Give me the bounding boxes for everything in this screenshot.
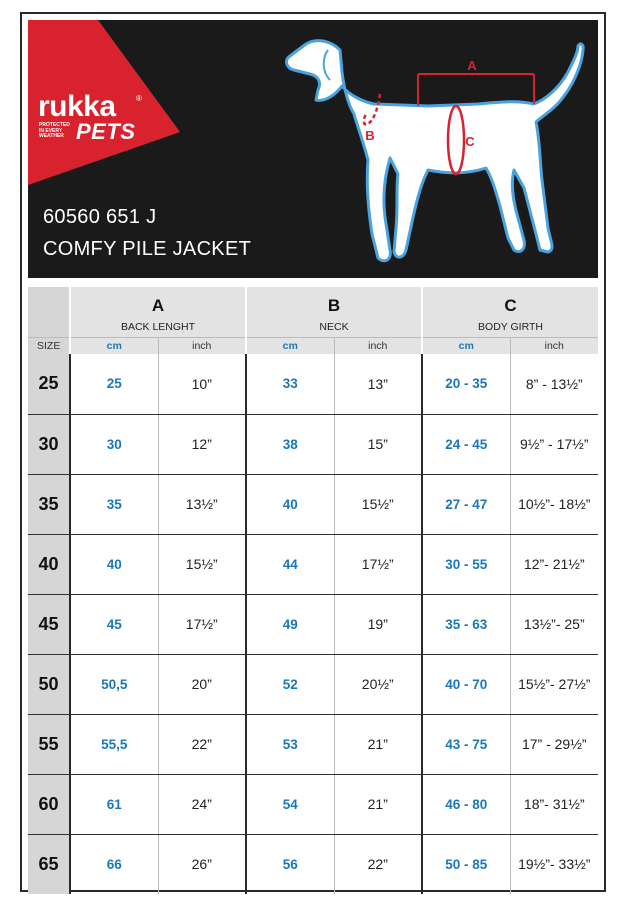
- neck-cm: 53: [246, 714, 334, 774]
- table-row: [28, 534, 598, 594]
- size-cell: 40: [28, 534, 70, 594]
- column-a-header: [70, 287, 246, 337]
- back-length-inch: 22”: [158, 714, 246, 774]
- size-cell: 25: [28, 354, 70, 414]
- back-length-cm: 30: [70, 414, 158, 474]
- body-girth-inch: 9½” - 17½”: [510, 414, 598, 474]
- body-girth-inch: 12”- 21½”: [510, 534, 598, 594]
- measure-b-label: B: [365, 128, 375, 143]
- body-girth-inch: 10½”- 18½”: [510, 474, 598, 534]
- table-row: [28, 354, 598, 414]
- neck-cm: 40: [246, 474, 334, 534]
- size-cell: 45: [28, 594, 70, 654]
- neck-inch: 22”: [334, 834, 422, 894]
- neck-inch: 19”: [334, 594, 422, 654]
- neck-inch: 17½”: [334, 534, 422, 594]
- back-length-inch: 12”: [158, 414, 246, 474]
- body-girth-inch: 15½”- 27½”: [510, 654, 598, 714]
- table-row: [28, 594, 598, 654]
- column-c-cm-unit: cm: [422, 337, 510, 354]
- neck-inch: 21”: [334, 774, 422, 834]
- column-a-name: BACK LENGHT: [120, 321, 196, 334]
- column-b-cm-unit: cm: [246, 337, 334, 354]
- neck-cm: 56: [246, 834, 334, 894]
- column-a-inch-unit: inch: [158, 337, 246, 354]
- back-length-cm: 25: [70, 354, 158, 414]
- back-length-cm: 50,5: [70, 654, 158, 714]
- back-length-inch: 20”: [158, 654, 246, 714]
- table-unit-row: [28, 337, 598, 354]
- back-length-inch: 26”: [158, 834, 246, 894]
- size-cell: 30: [28, 414, 70, 474]
- measure-a-label: A: [467, 58, 477, 73]
- neck-cm: 52: [246, 654, 334, 714]
- size-table: [28, 287, 598, 894]
- neck-cm: 44: [246, 534, 334, 594]
- body-girth-cm: 40 - 70: [422, 654, 510, 714]
- size-cell: 60: [28, 774, 70, 834]
- neck-cm: 54: [246, 774, 334, 834]
- body-girth-cm: 30 - 55: [422, 534, 510, 594]
- back-length-cm: 45: [70, 594, 158, 654]
- column-b-name: NECK: [319, 321, 349, 334]
- column-c-header: [422, 287, 598, 337]
- size-cell: 65: [28, 834, 70, 894]
- brand-name: rukka: [38, 90, 116, 123]
- body-girth-inch: 17” - 29½”: [510, 714, 598, 774]
- column-a-letter: A: [151, 296, 165, 316]
- neck-inch: 21”: [334, 714, 422, 774]
- brand-logo: [28, 20, 203, 185]
- body-girth-cm: 24 - 45: [422, 414, 510, 474]
- body-girth-cm: 50 - 85: [422, 834, 510, 894]
- size-cell: 35: [28, 474, 70, 534]
- back-length-cm: 55,5: [70, 714, 158, 774]
- brand-registered: ®: [136, 94, 142, 103]
- back-length-inch: 15½”: [158, 534, 246, 594]
- back-length-cm: 61: [70, 774, 158, 834]
- column-b-header: [246, 287, 422, 337]
- back-length-inch: 24”: [158, 774, 246, 834]
- neck-cm: 49: [246, 594, 334, 654]
- body-girth-inch: 8” - 13½”: [510, 354, 598, 414]
- body-girth-inch: 19½”- 33½”: [510, 834, 598, 894]
- table-row: [28, 654, 598, 714]
- column-b-letter: B: [327, 296, 341, 316]
- table-row: [28, 714, 598, 774]
- column-a-cm-unit: cm: [70, 337, 158, 354]
- product-name: COMFY PILE JACKET: [43, 238, 252, 260]
- body-girth-cm: 20 - 35: [422, 354, 510, 414]
- back-length-cm: 35: [70, 474, 158, 534]
- back-length-inch: 13½”: [158, 474, 246, 534]
- neck-inch: 15½”: [334, 474, 422, 534]
- body-girth-cm: 35 - 63: [422, 594, 510, 654]
- neck-cm: 38: [246, 414, 334, 474]
- column-c-inch-unit: inch: [510, 337, 598, 354]
- column-c-letter: C: [504, 296, 517, 316]
- size-header-blank: [28, 287, 70, 337]
- size-cell: 50: [28, 654, 70, 714]
- neck-inch: 20½”: [334, 654, 422, 714]
- size-column-label: SIZE: [28, 337, 70, 354]
- size-cell: 55: [28, 714, 70, 774]
- brand-tagline: PROTECTED IN EVERY WEATHER: [39, 122, 70, 139]
- body-girth-cm: 46 - 80: [422, 774, 510, 834]
- measure-c-label: C: [465, 134, 475, 149]
- neck-inch: 13”: [334, 354, 422, 414]
- body-girth-cm: 43 - 75: [422, 714, 510, 774]
- table-row: [28, 474, 598, 534]
- brand-sub: PETS: [76, 119, 136, 144]
- table-row: [28, 774, 598, 834]
- body-girth-inch: 18”- 31½”: [510, 774, 598, 834]
- table-row: [28, 834, 598, 894]
- back-length-cm: 40: [70, 534, 158, 594]
- back-length-inch: 17½”: [158, 594, 246, 654]
- neck-cm: 33: [246, 354, 334, 414]
- table-row: [28, 414, 598, 474]
- header-panel: [28, 20, 598, 278]
- body-girth-cm: 27 - 47: [422, 474, 510, 534]
- body-girth-inch: 13½”- 25”: [510, 594, 598, 654]
- column-c-name: BODY GIRTH: [478, 321, 543, 334]
- back-length-inch: 10”: [158, 354, 246, 414]
- neck-inch: 15”: [334, 414, 422, 474]
- back-length-cm: 66: [70, 834, 158, 894]
- product-code: 60560 651 J: [43, 206, 157, 228]
- dog-measurement-diagram: [278, 28, 588, 273]
- table-header-row: [28, 287, 598, 337]
- column-b-inch-unit: inch: [334, 337, 422, 354]
